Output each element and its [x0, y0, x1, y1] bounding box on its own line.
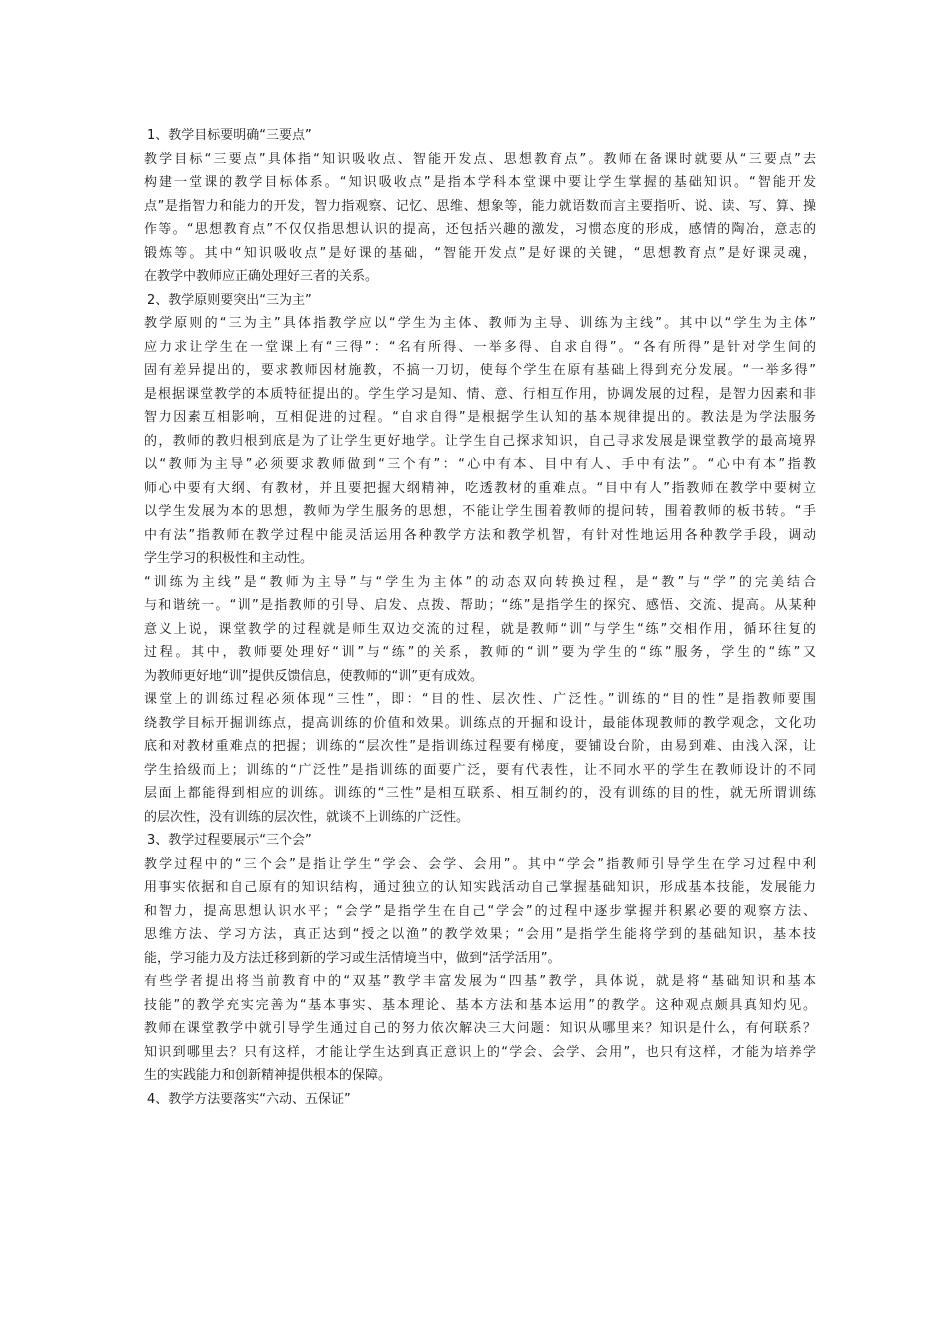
document-page	[144, 124, 816, 1111]
paragraph-line: 教师在课堂教学中就引导学生通过自己的努力依次解决三大问题：知识从哪里来？知识是什么，有何联系？	[144, 1021, 816, 1036]
paragraph-line: 学生学习的积极性和主动性。	[144, 551, 314, 566]
paragraph-line: 以学生发展为本的思想，教师为学生服务的思想，不能让学生围着教师的提问转，围着教师的板书转。“手	[144, 504, 816, 519]
paragraph-line: 学生拾级而上；训练的“广泛性”是指训练的面要广泛，要有代表性，让不同水平的学生在教师设计的不同	[144, 762, 816, 778]
paragraph-line: 点”是指智力和能力的开发，智力指观察、记忆、思维、想象等，能力就语数而言主要指听、说、读、写、算、操	[144, 198, 816, 214]
paragraph-line: 能，学习能力及方法迁移到新的学习或生活情境当中，做到“活学活用”。	[144, 950, 561, 966]
paragraph-line: 教学目标“三要点”具体指“知识吸收点、智能开发点、思想教育点”。教师在备课时就要从“三要点”去	[144, 151, 816, 167]
section-heading: 1、教学目标要明确“三要点”	[147, 128, 312, 143]
paragraph-line: 应力求让学生在一堂课上有“三得”：“名有所得、一举多得、自求自得”。“各有所得”是针对学生间的	[144, 339, 816, 355]
paragraph-line: 课堂上的训练过程必须体现“三性”，即：“目的性、层次性、广泛性。”训练的“目的性”是指教师要围	[144, 692, 816, 707]
paragraph-line: 知识到哪里去？只有这样，才能让学生达到真正意识上的“学会、会学、会用”，也只有这样，才能为培养学	[144, 1044, 816, 1060]
paragraph-line: 层面上都能得到相应的训练。训练的“三性”是相互联系、相互制约的，没有训练的目的性，就无所谓训练	[144, 786, 816, 801]
paragraph-line: 生的实践能力和创新精神提供根本的保障。	[144, 1068, 392, 1083]
paragraph-line: 和智力，提高思想认识水平；“会学”是指学生在自己“学会”的过程中逐步掌握并积累必要的观察方法、	[144, 903, 816, 919]
paragraph-line: 过程。其中，教师要处理好“训”与“练”的关系，教师的“训”要为学生的“练”服务，学生的“练”又	[144, 645, 816, 660]
paragraph-line: 固有差异提出的，要求教师因材施教，不搞一刀切，使每个学生在原有基础上得到充分发展。“一举多得”	[144, 363, 816, 378]
paragraph-line: 智力因素互相影响，互相促进的过程。“自求自得”是根据学生认知的基本规律提出的。教法是为学法服务	[144, 410, 816, 425]
paragraph-line: 绕教学目标开掘训练点，提高训练的价值和效果。训练点的开掘和设计，最能体现教师的教学观念，文化功	[144, 715, 816, 731]
paragraph-line: 技能”的教学充实完善为“基本事实、基本理论、基本方法和基本运用”的教学。这种观点颇具真知灼见。	[144, 997, 816, 1013]
paragraph-line: 意义上说，课堂教学的过程就是师生双边交流的过程，就是教师“训”与学生“练”交相作用，循环往复的	[144, 621, 816, 637]
paragraph-line: 用事实依据和自己原有的知识结构，通过独立的认知实践活动自己掌握基础知识，形成基本技能，发展能力	[144, 880, 816, 895]
section-heading: 3、教学过程要展示“三个会”	[147, 833, 312, 848]
paragraph-line: 是根据课堂教学的本质特征提出的。学生学习是知、情、意、行相互作用，协调发展的过程，是智力因素和非	[144, 386, 816, 402]
paragraph-line: 底和对教材重难点的把握；训练的“层次性”是指训练过程要有梯度，要铺设台阶，由易到难、由浅入深，让	[144, 739, 816, 754]
paragraph-line: 为教师更好地“训”提供反馈信息，使教师的“训”更有成效。	[144, 668, 483, 684]
paragraph-line: 锻炼等。其中“知识吸收点”是好课的基础，“智能开发点”是好课的关键，“思想教育点”是好课灵魂，	[144, 245, 816, 261]
paragraph-line: 构建一堂课的教学目标体系。“知识吸收点”是指本学科本堂课中要让学生掌握的基础知识。“智能开发	[144, 175, 816, 190]
paragraph-line: 在教学中教师应正确处理好三者的关系。	[144, 269, 379, 284]
paragraph-line: 的，教师的教归根到底是为了让学生更好地学。让学生自己探求知识，自己寻求发展是课堂教学的最高境界	[144, 433, 816, 449]
paragraph-line: “训练为主线”是“教师为主导”与“学生为主体”的动态双向转换过程，是“教”与“学”的完美结合	[144, 574, 816, 590]
paragraph-line: 以“教师为主导”必须要求教师做到“三个有”：“心中有本、目中有人、手中有法”。“心中有本”指教	[144, 457, 816, 472]
paragraph-line: 教学原则的“三为主”具体指教学应以“学生为主体、教师为主导、训练为主线”。其中以“学生为主体”	[144, 316, 816, 331]
paragraph-line: 的层次性，没有训练的层次性，就谈不上训练的广泛性。	[144, 809, 470, 825]
section-heading: 4、教学方法要落实“六动、五保证”	[147, 1091, 351, 1107]
paragraph-line: 与和谐统一。“训”是指教师的引导、启发、点拨、帮助；“练”是指学生的探究、感悟、交流、提高。从某种	[144, 598, 816, 613]
paragraph-line: 作等。“思想教育点”不仅仅指思想认识的提高，还包括兴趣的激发，习惯态度的形成，感情的陶冶，意志的	[144, 222, 816, 237]
paragraph-line: 中有法”指教师在教学过程中能灵活运用各种教学方法和教学机智，有针对性地运用各种教学手段，调动	[144, 527, 816, 543]
paragraph-line: 教学过程中的“三个会”是指让学生“学会、会学、会用”。其中“学会”指教师引导学生在学习过程中利	[144, 856, 816, 872]
paragraph-line: 有些学者提出将当前教育中的“双基”教学丰富发展为“四基”教学，具体说，就是将“基础知识和基本	[144, 974, 816, 989]
paragraph-line: 思维方法、学习方法，真正达到“授之以渔”的教学效果；“会用”是指学生能将学到的基础知识，基本技	[144, 927, 816, 942]
paragraph-line: 师心中要有大纲、有教材，并且要把握大纲精神，吃透教材的重难点。“目中有人”指教师在教学中要树立	[144, 480, 816, 496]
section-heading: 2、教学原则要突出“三为主”	[147, 292, 312, 308]
